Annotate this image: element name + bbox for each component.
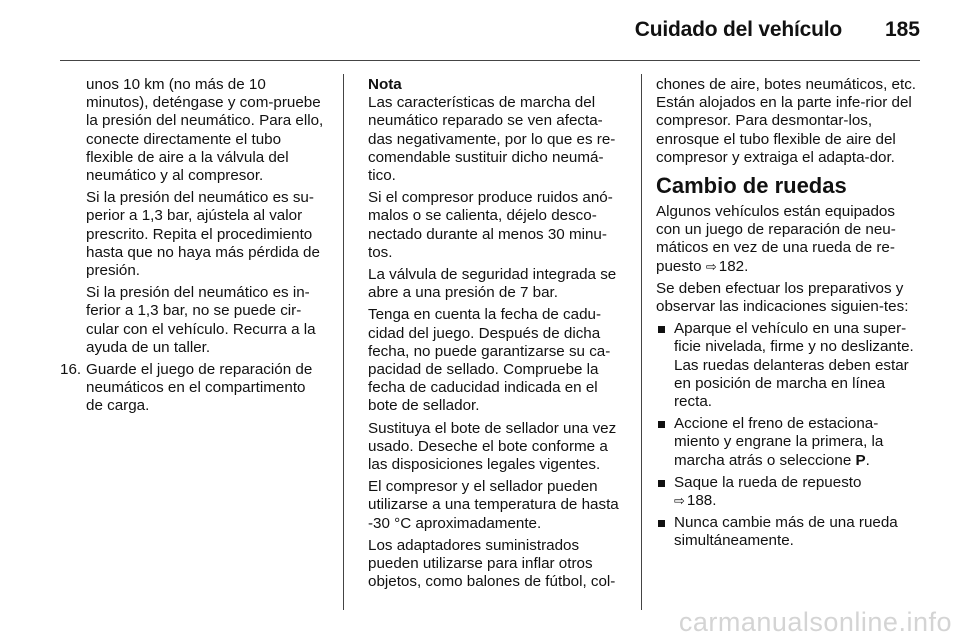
list-item-text: Saque la rueda de repuesto [674,473,862,491]
square-bullet-icon [658,326,665,333]
list-item [656,514,922,550]
list-item-text: Nunca cambie más de una rueda simultáneamente. [674,514,898,550]
note-label: Nota [368,76,402,93]
bullet-list [656,320,922,550]
paragraph: Los adaptadores suministrados pueden utilizarse para inflar otros objetos, como balones de fútbol, col- [368,536,616,591]
header-title: Cuidado del vehículo [634,18,842,41]
paragraph: Sustituya el bote de sellador una vez usado. Deseche el bote conforme a las disposiciones legales vigentes. [368,419,617,474]
list-item [656,474,922,510]
list-item-punctuation: . [865,451,870,469]
page-reference-arrow-icon: ⇨ [674,493,685,509]
page-header [0,0,960,60]
list-item [656,415,922,470]
header-divider [60,60,920,61]
section-title: Cambio de ruedas [656,173,847,199]
paragraph: El compresor y el sellador pueden utilizarse a una temperatura de hasta -30 °C aproximadamente. [368,478,619,532]
list-item [656,320,922,411]
page-reference-arrow-icon: ⇨ [705,258,717,274]
paragraph: Si la presión del neumático es in-ferior a 1,3 bar, no se puede cir-cular con el vehículo. Recurra a la ayuda de un taller. [86,284,316,356]
paragraph: Si el compresor produce ruidos anó-malos o se calienta, déjelo desco-nectado durante al menos 30 minu-tos. [368,189,613,261]
step-text: Guarde el juego de reparación de neumáticos en el compartimento de carga. [86,361,313,415]
square-bullet-icon [658,520,665,527]
paragraph [656,203,922,276]
square-bullet-icon [658,421,665,428]
paragraph: Se deben efectuar los preparativos y observar las indicaciones siguien-tes: [656,279,909,316]
step-number: 16. [60,361,82,379]
column-divider-1 [343,74,344,610]
gear-position-p: P [855,451,866,469]
paragraph: La válvula de seguridad integrada se abre a una presión de 7 bar. [368,266,617,302]
page-reference[interactable]: 188. [686,492,717,510]
watermark: carmanualsonline.info [678,607,952,637]
column-3 [656,76,922,555]
page-number: 185 [884,18,920,41]
column-2 [368,76,624,595]
list-item-text: Aparque el vehículo en una super-ficie nivelada, firme y no deslizante. Las ruedas delanteras deben estar en posición de marcha en línea recta. [674,320,914,411]
paragraph: Si la presión del neumático es su-perior a 1,3 bar, ajústela al valor prescrito. Repita el procedimiento hasta que no haya más pérdida de presión. [86,189,320,280]
step-16 [62,361,326,416]
square-bullet-icon [658,480,665,487]
list-item-text: Accione el freno de estaciona-miento y engrane la primera, la marcha atrás o seleccione [674,415,884,469]
paragraph: unos 10 km (no más de 10 minutos), deténgase y com-pruebe la presión del neumático. Para ello, conecte directamente el tubo flexible de aire a la válvula del neumático y al compresor. [86,76,324,185]
paragraph: Las características de marcha del neumático reparado se ven afecta-das negativamente, por lo que es re-comendable sustituir dicho neumá-tico. [368,94,616,185]
column-1 [62,76,326,420]
intro-text: Algunos vehículos están equipados con un juego de reparación de neu-máticos en vez de una rueda de re-puesto [656,203,896,275]
paragraph: Tenga en cuenta la fecha de cadu-cidad del juego. Después de dicha fecha, no puede garantizarse su ca-pacidad de sellado. Compruebe la fecha de caducidad indicada en el bote de sellador. [368,306,611,415]
column-divider-2 [641,74,642,610]
page-reference[interactable]: 182. [718,257,749,275]
paragraph: chones de aire, botes neumáticos, etc. Están alojados en la parte infe-rior del compresor. Para desmontar-los, enrosque el tubo flexible de aire del compresor y extraiga el adapta-dor. [656,76,917,166]
